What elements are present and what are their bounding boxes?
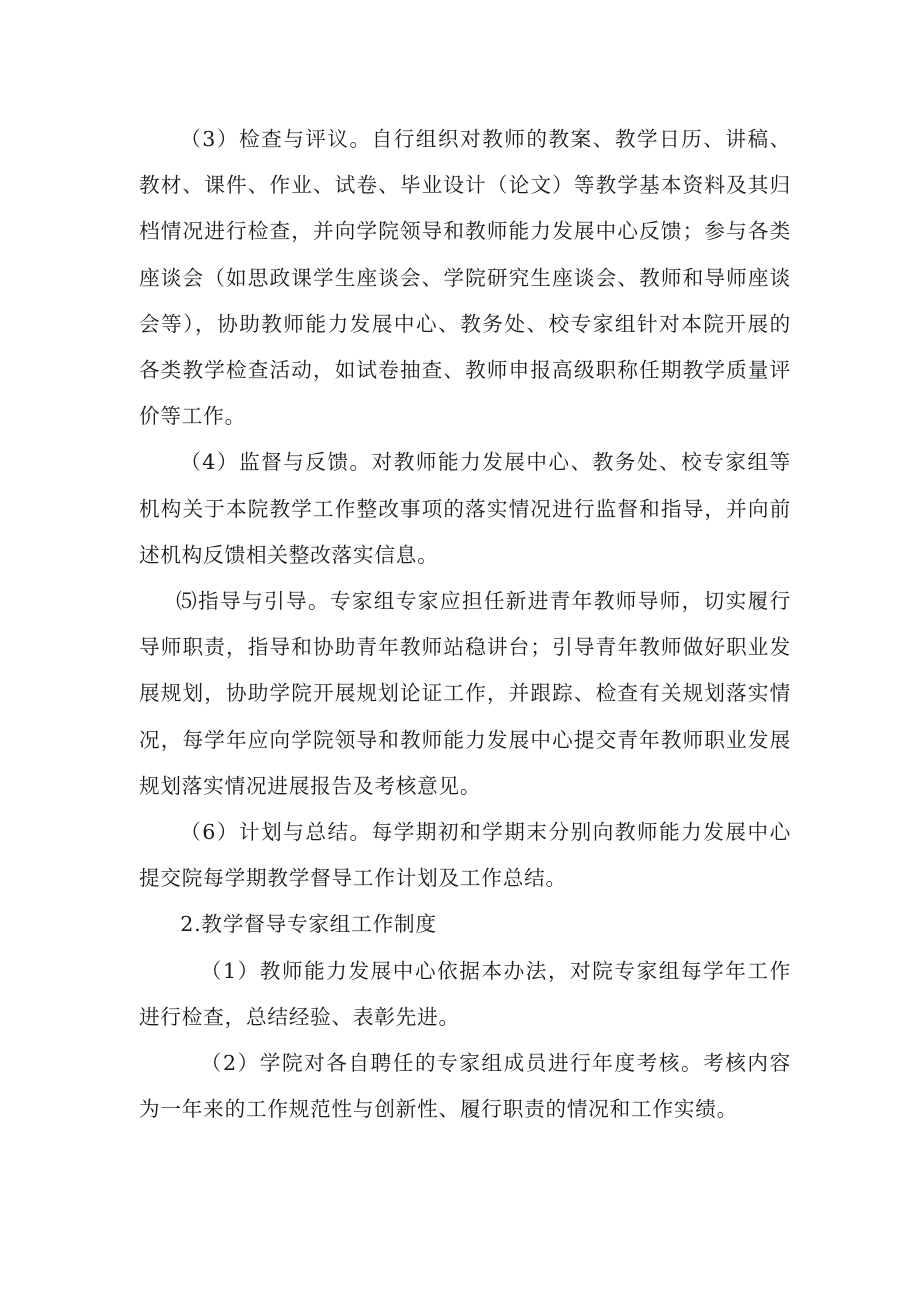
paragraph-item-6: （6）计划与总结。每学期初和学期末分别向教师能力发展中心提交院每学期教学督导工作计划及工作总结。	[139, 820, 791, 891]
paragraph-item-3: （3）检查与评议。自行组织对教师的教案、教学日历、讲稿、教材、课件、作业、试卷、毕业设计（论文）等教学基本资料及其归档情况进行检查，并向学院领导和教师能力发展中心反馈；参与各类座谈会（如思政课学生座谈会、学院研究生座谈会、教师和导师座谈会等），协助教师能力发展中心、教务处、校专家组针对本院开展的各类教学检查活动，如试卷抽查、教师申报高级职称任期教学质量评价等工作。	[139, 127, 791, 429]
section-heading: 2.教学督导专家组工作制度	[180, 912, 437, 937]
paragraph-rule-1: （1）教师能力发展中心依据本办法，对院专家组每学年工作进行检查，总结经验、表彰先进。	[139, 958, 791, 1029]
paragraph-rule-2: （2）学院对各自聘任的专家组成员进行年度考核。考核内容为一年来的工作规范性与创新性、履行职责的情况和工作实绩。	[139, 1051, 791, 1122]
paragraph-item-4: （4）监督与反馈。对教师能力发展中心、教务处、校专家组等机构关于本院教学工作整改事项的落实情况进行监督和指导，并向前述机构反馈相关整改落实信息。	[139, 450, 791, 567]
document-body	[139, 116, 791, 1132]
paragraph-item-5: ⑸指导与引导。专家组专家应担任新进青年教师导师，切实履行导师职责，指导和协助青年教师站稳讲台；引导青年教师做好职业发展规划，协助学院开展规划论证工作，并跟踪、检查有关规划落实情况，每学年应向学院领导和教师能力发展中心提交青年教师职业发展规划落实情况进展报告及考核意见。	[139, 589, 791, 798]
